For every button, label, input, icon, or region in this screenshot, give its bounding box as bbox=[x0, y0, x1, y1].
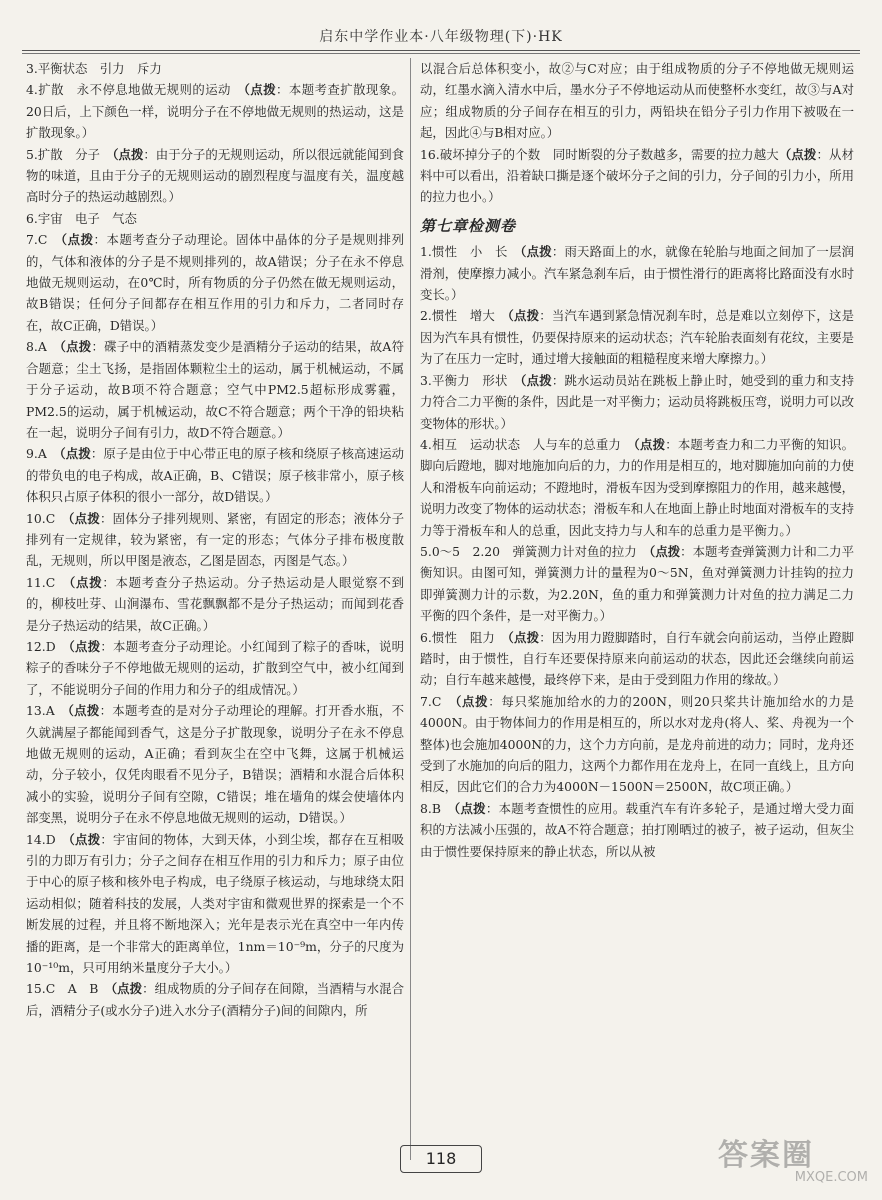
explanation-text: ：宇宙间的物体，大到天体，小到尘埃，都存在互相吸引的力即万有引力；分子之间存在相互作用的引力和斥力；原子由位于中心的原子核和核外电子构成，电子绕原子核运动，与地球绕太阳运动相似；随着科技的发展，人类对宇宙和微观世界的探索是一个不断发展的过程，并且将不断地深入；光年是表示光在真空中一年内传播的距离，是一个非常大的距离单位，1nm＝10⁻⁹m，分子的尺度为10⁻¹⁰m，只可用纳米量度分子大小。） bbox=[26, 831, 405, 976]
explanation-text: ：本题考查分子热运动。分子热运动是人眼觉察不到的，柳枝吐芽、山涧瀑布、雪花飘飘都不是分子热运动；而闻到花香是分子热运动的结果，故C正确。） bbox=[26, 574, 404, 633]
section-title: 第七章检测卷 bbox=[420, 216, 517, 235]
answer-entry bbox=[420, 305, 854, 369]
answer-text: 16.破坏掉分子的个数 同时断裂的分子数越多，需要的拉力越大 bbox=[420, 146, 779, 162]
answer-entry bbox=[420, 627, 854, 691]
tip-label: （点拨 bbox=[67, 703, 100, 719]
tip-label: （点拨 bbox=[68, 510, 100, 526]
column-divider bbox=[410, 58, 411, 1160]
answer-entry bbox=[420, 434, 854, 541]
tip-label: （点拨 bbox=[507, 308, 540, 324]
answer-text: 14.D bbox=[26, 831, 69, 847]
answer-entry bbox=[26, 229, 404, 336]
right-column bbox=[420, 58, 854, 862]
answer-entry bbox=[26, 208, 404, 229]
answer-text: 8.A bbox=[26, 339, 60, 355]
answer-entry bbox=[26, 508, 404, 572]
answer-entry bbox=[420, 370, 854, 434]
answer-text: 1.惯性 小 长 bbox=[420, 244, 521, 260]
tip-label: （点拨 bbox=[520, 372, 552, 388]
answer-entry bbox=[420, 691, 854, 798]
watermark-logo: 答案圈 bbox=[718, 1138, 814, 1173]
answer-entry bbox=[26, 700, 404, 828]
answer-text: 7.C bbox=[420, 693, 456, 709]
explanation-text: 以混合后总体积变小，故②与C对应；由于组成物质的分子不停地做无规则运动，红墨水滴入清水中后，墨水分子不停地运动从而使整杯水变红，故③与A对应；组成物质的分子间存在相互的引力，两铅块在铅分子引力作用下被吸在一起，因此④与B相对应。） bbox=[420, 61, 854, 141]
tip-label: （点拨 bbox=[520, 244, 552, 260]
explanation-text: ：由于分子的无规则运动，所以很远就能闻到食物的味道，且由于分子的无规则运动的剧烈程度与温度有关，温度越高时分子的热运动越剧烈。） bbox=[26, 146, 405, 205]
explanation-text: ：本题考查力和二力平衡的知识。脚向后蹬地，脚对地施加向后的力，力的作用是相互的，地对脚施加向前的力使人和滑板车向前运动；不蹬地时，滑板车因为受到摩擦阻力的作用，越来越慢，说明力改变了物体的运动状态；滑板车和人在地面上静止时地面对滑板车的支持力等于滑板车和人的总重，因此支持力与人和车的总重力是平衡力。） bbox=[420, 436, 855, 538]
explanation-text: ：本题考查弹簧测力计和二力平衡知识。由图可知，弹簧测力计的量程为0～5N，鱼对弹簧测力计挂钩的拉力即弹簧测力计的示数，为2.20N，鱼的重力和弹簧测力计对鱼的拉力满足二力平衡的四个条件，是一对平衡力。） bbox=[420, 543, 854, 624]
tip-label: （点拨 bbox=[59, 446, 91, 462]
answer-text: 5.扩散 分子 bbox=[26, 146, 113, 162]
explanation-text: ：本题考查分子动理论。固体中晶体的分子是规则排列的，气体和液体的分子是不规则排列的，故A错误；分子在永不停息地做无规则运动，在0℃时，所有物质的分子仍然在做无规则运动，故B错误；任何分子间都存在相互作用的引力和斥力，二者同时存在，故C正确，D错误。） bbox=[26, 232, 404, 333]
tip-label: （点拨 bbox=[453, 800, 486, 816]
explanation-text: ：本题考查惯性的应用。载重汽车有许多轮子，是通过增大受力面积的方法减小压强的，故A不符合题意；拍打刚晒过的被子，被子运动，但灰尘由于惯性要保持原来的静止状态，所以从被 bbox=[420, 800, 854, 859]
page-number: 118 bbox=[400, 1145, 482, 1173]
answer-text: 6.惯性 阻力 bbox=[420, 629, 508, 645]
explanation-text: ：雨天路面上的水，就像在轮胎与地面之间加了一层润滑剂，使摩擦力减小。汽车紧急刹车后，由于惯性滑行的距离将比路面没有水时变长。） bbox=[420, 244, 855, 303]
answer-entry bbox=[26, 443, 404, 507]
explanation-text: ：当汽车遇到紧急情况刹车时，总是难以立刻停下，这是因为汽车具有惯性，仍要保持原来的运动状态；汽车轮胎表面刻有花纹，主要是为了在压力一定时，通过增大接触面的粗糙程度来增大摩擦力。） bbox=[420, 308, 854, 367]
answer-entry bbox=[26, 144, 404, 208]
answer-entry bbox=[26, 572, 404, 636]
answer-text: 4.相互 运动状态 人与车的总重力 bbox=[420, 436, 634, 452]
answer-entry bbox=[26, 58, 404, 79]
answer-entry bbox=[420, 541, 854, 627]
tip-label: （点拨 bbox=[507, 629, 540, 645]
tip-label: （点拨 bbox=[60, 232, 94, 248]
answer-text: 4.扩散 永不停息地做无规则的运动 bbox=[26, 82, 244, 98]
watermark bbox=[718, 1130, 868, 1190]
explanation-text: ：本题考查扩散现象。20日后，上下颜色一样，说明分子在不停地做无规则的热运动，这是扩散现象。） bbox=[26, 82, 404, 141]
answer-entry bbox=[26, 978, 404, 1021]
answer-text: 10.C bbox=[26, 510, 69, 526]
explanation-text: ：原子是由位于中心带正电的原子核和绕原子核高速运动的带负电的电子构成，故A正确，B、C错误；原子核非常小，原子核体积只占原子体积的很小一部分，故D错误。） bbox=[26, 446, 404, 505]
answer-text: 13.A bbox=[26, 703, 68, 719]
answer-text: 11.C bbox=[26, 574, 70, 590]
answer-text: 12.D bbox=[26, 638, 69, 654]
tip-label: （点拨 bbox=[633, 436, 666, 452]
answer-text: 5.0～5 2.20 弹簧测力计对鱼的拉力 bbox=[420, 543, 650, 559]
explanation-text: ：因为用力蹬脚踏时，自行车就会向前运动，当停止蹬脚踏时，由于惯性，自行车还要保持原来向前运动的状态，因此还会继续向前运动；自行车越来越慢，最终停下来，是由于受到阻力作用的缘故。） bbox=[420, 629, 854, 688]
explanation-text: ：固体分子排列规则、紧密，有固定的形态；液体分子排列有一定规律，较为紧密，有一定的形态；气体分子排布极度散乱，无规则，所以甲图是液态，乙图是固态，丙图是气态。） bbox=[26, 510, 404, 569]
tip-label: （点拨 bbox=[68, 638, 101, 654]
answer-text: 7.C bbox=[26, 232, 61, 248]
answer-entry bbox=[26, 636, 404, 700]
tip-label: （点拨 bbox=[649, 543, 681, 559]
answer-text: 6.宇宙 电子 气态 bbox=[26, 210, 137, 226]
answer-text: 9.A bbox=[26, 446, 60, 462]
answer-text: 15.C A B bbox=[26, 981, 111, 997]
tip-label: （点拨 bbox=[68, 831, 101, 847]
tip-label: （点拨 bbox=[69, 574, 103, 590]
answer-entry bbox=[420, 144, 854, 208]
tip-label: （点拨 bbox=[110, 981, 143, 997]
explanation-text: ：每只桨施加给水的力的200N，则20只桨共计施加给水的力是4000N。由于物体间力的作用是相互的，所以水对龙舟(将人、桨、舟视为一个整体)也会施加4000N的力，这个力方向前，是龙舟前进的动力；同时，龙舟还受到了水施加的向后的阻力，这两个力都作用在龙舟上，在同一直线上，且方向相反，因此它们的合力为4000N－1500N＝2500N，故C项正确。） bbox=[420, 693, 854, 795]
tip-label: （点拨 bbox=[455, 693, 489, 709]
left-column bbox=[26, 58, 404, 1021]
tip-label: （点拨 bbox=[112, 146, 144, 162]
right-column-top bbox=[420, 58, 854, 208]
answer-text: 3.平衡力 形状 bbox=[420, 372, 521, 388]
header-rule bbox=[22, 50, 860, 51]
explanation-text: ：跳水运动员站在跳板上静止时，她受到的重力和支持力符合二力平衡的条件，因此是一对平衡力；运动员将跳板压弯，说明力可以改变物体的形状。） bbox=[420, 372, 855, 431]
answer-text: 8.B bbox=[420, 800, 454, 816]
header-rule-secondary bbox=[22, 53, 860, 54]
answer-text: 3.平衡状态 引力 斥力 bbox=[26, 61, 162, 76]
answer-entry bbox=[26, 336, 404, 443]
explanation-text: ：碟子中的酒精蒸发变少是酒精分子运动的结果，故A符合题意；尘土飞扬，是指固体颗粒尘土的运动，属于机械运动，不属于分子运动，故B项不符合题意；空气中PM2.5超标形成雾霾，PM2.5的运动，属于机械运动，故C不符合题意；两个干净的铅块粘在一起，说明分子间有引力，故D不符合题意。） bbox=[26, 339, 404, 440]
explanation-text: ：本题考查的是对分子动理论的理解。打开香水瓶，不久就满屋子都能闻到香气，这是分子扩散现象，说明分子在永不停息地做无规则的运动，A正确；看到灰尘在空中飞舞，这属于机械运动，分子较小，仅凭肉眼看不见分子，B错误；酒精和水混合后体积减小的实验，说明分子间有空隙，C错误；堆在墙角的煤会使墙体内部变黑，说明分子在永不停息地做无规则的运动，D错误。） bbox=[26, 703, 405, 826]
answer-entry bbox=[420, 58, 854, 144]
answer-entry bbox=[26, 829, 404, 979]
tip-label: （点拨 bbox=[59, 339, 92, 355]
page-header: 启东中学作业本·八年级物理(下)·HK bbox=[319, 29, 563, 45]
explanation-text: ：本题考查分子动理论。小红闻到了粽子的香味，说明粽子的香味分子不停地做无规则的运动，扩散到空气中，被小红闻到了，不能说明分子间的作用力和分子的组成情况。） bbox=[26, 638, 405, 697]
tip-label: （点拨 bbox=[778, 146, 817, 162]
answer-entry bbox=[26, 79, 404, 143]
right-column-bottom bbox=[420, 241, 854, 862]
answer-entry bbox=[420, 798, 854, 862]
explanation-text: ：组成物质的分子间存在间隙，当酒精与水混合后，酒精分子(或水分子)进入水分子(酒精分子)间的间隙内，所 bbox=[26, 981, 404, 1018]
explanation-text: ：从材料中可以看出，沿着缺口撕是逐个破坏分子之间的引力，分子间的引力小，所用的拉力也小。） bbox=[420, 146, 854, 205]
answer-entry bbox=[420, 241, 854, 305]
answer-text: 2.惯性 增大 bbox=[420, 308, 508, 324]
watermark-url: MXQE.COM bbox=[794, 1170, 868, 1185]
tip-label: （点拨 bbox=[243, 82, 277, 98]
